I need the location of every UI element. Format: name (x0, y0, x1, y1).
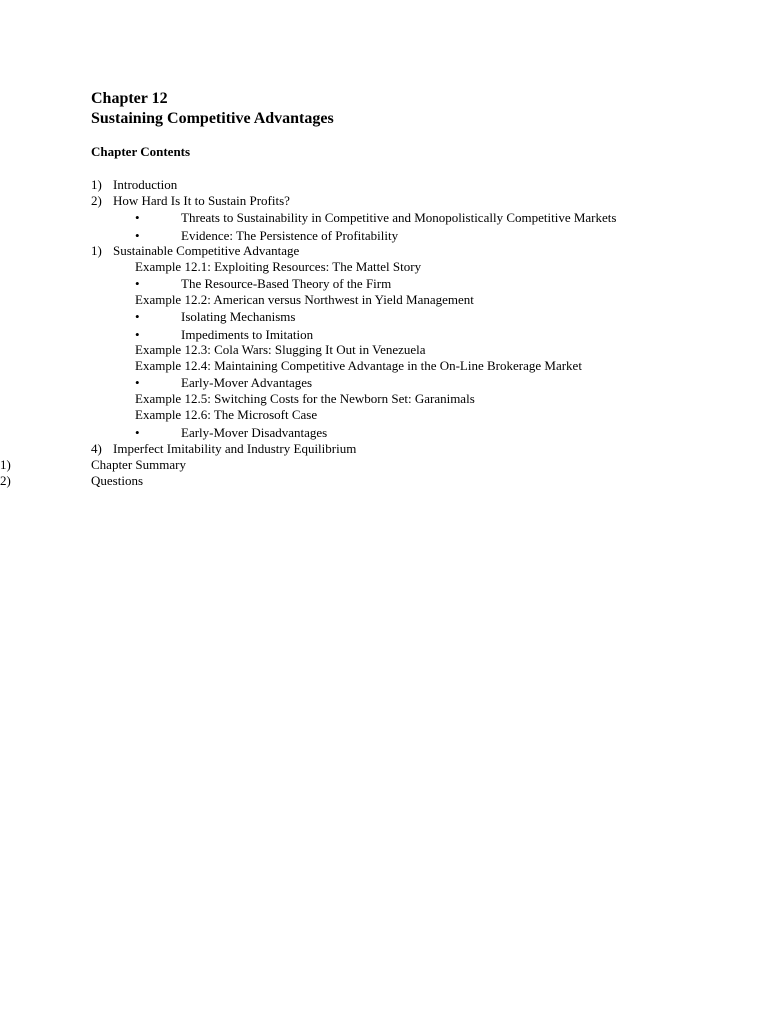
item-marker: 1) (0, 457, 11, 472)
item-marker: 2) (91, 193, 102, 208)
bullet-icon: • (135, 327, 140, 342)
item-marker: 4) (91, 441, 102, 456)
item-text: Evidence: The Persistence of Profitability (181, 228, 399, 243)
bullet-icon: • (135, 228, 140, 243)
item-text: Example 12.3: Cola Wars: Slugging It Out in Venezuela (135, 342, 426, 357)
item-text: Impediments to Imitation (181, 327, 314, 342)
item-marker: 1) (91, 177, 102, 192)
bullet-icon: • (135, 375, 140, 390)
item-text: Example 12.6: The Microsoft Case (135, 407, 318, 422)
item-text: How Hard Is It to Sustain Profits? (113, 193, 290, 208)
item-text: Example 12.2: American versus Northwest in Yield Management (135, 292, 474, 307)
item-text: Imperfect Imitability and Industry Equilibrium (113, 441, 357, 456)
chapter-title: Sustaining Competitive Advantages (91, 110, 334, 127)
item-marker: 2) (0, 473, 11, 488)
item-text: Isolating Mechanisms (181, 309, 296, 324)
item-text: Example 12.4: Maintaining Competitive Advantage in the On-Line Brokerage Market (135, 358, 582, 373)
bullet-icon: • (135, 276, 140, 291)
item-text: Chapter Summary (91, 457, 186, 472)
item-text: Questions (91, 473, 143, 488)
item-text: Introduction (113, 177, 178, 192)
contents-heading: Chapter Contents (91, 144, 191, 159)
item-text: Threats to Sustainability in Competitive and Monopolistically Competitive Markets (181, 210, 617, 225)
item-text: Sustainable Competitive Advantage (113, 243, 300, 258)
bullet-icon: • (135, 425, 140, 440)
bullet-icon: • (135, 309, 140, 324)
item-marker: 1) (91, 243, 102, 258)
item-text: The Resource-Based Theory of the Firm (181, 276, 392, 291)
item-text: Early-Mover Advantages (181, 375, 313, 390)
item-text: Example 12.1: Exploiting Resources: The Mattel Story (135, 259, 422, 274)
item-text: Early-Mover Disadvantages (181, 425, 328, 440)
bullet-icon: • (135, 210, 140, 225)
item-text: Example 12.5: Switching Costs for the Newborn Set: Garanimals (135, 391, 475, 406)
chapter-number: Chapter 12 (91, 90, 168, 107)
